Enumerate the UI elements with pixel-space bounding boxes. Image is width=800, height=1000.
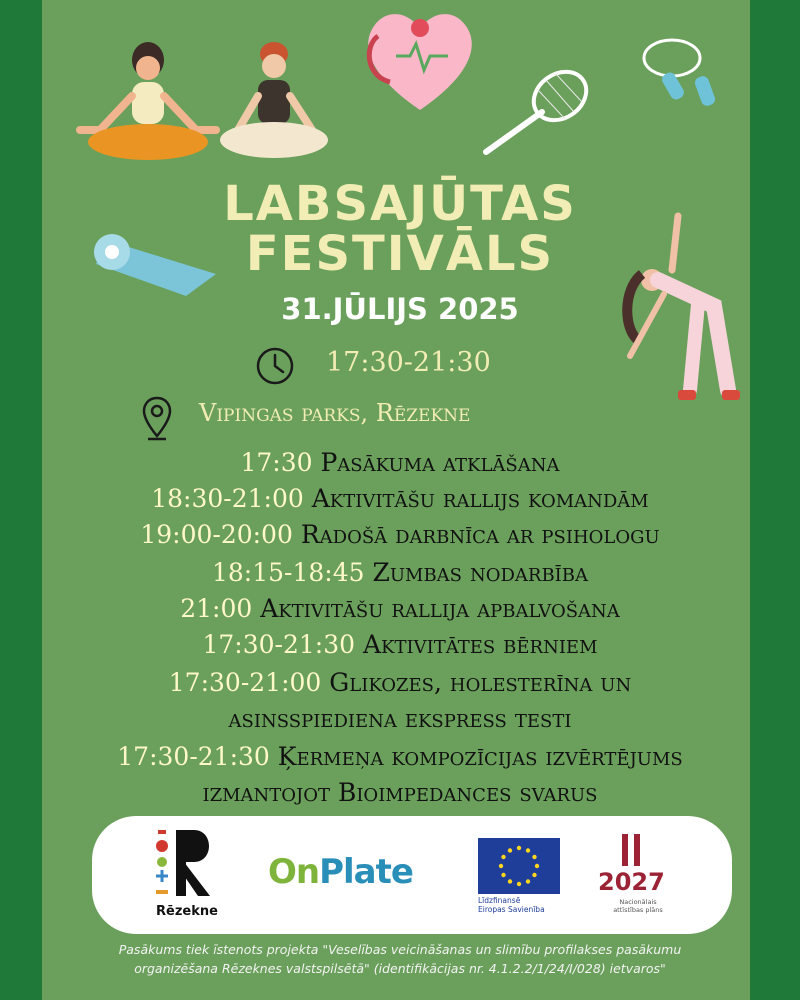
event-location: Vipingas parks, Rēzekne	[199, 399, 471, 427]
schedule-time: 18:15-18:45	[211, 558, 365, 587]
schedule-item-continuation	[0, 778, 800, 807]
schedule-item	[0, 484, 800, 513]
schedule-item	[0, 630, 800, 659]
tennis-racket-icon	[478, 58, 598, 158]
schedule-item	[0, 668, 800, 697]
schedule-item	[0, 520, 800, 549]
schedule-item	[0, 558, 800, 587]
onplate-logo: OnPlate	[268, 852, 413, 892]
festival-title-line-1: LABSAJŪTAS	[223, 176, 577, 232]
schedule-activity: izmantojot Bioimpedances svarus	[202, 778, 598, 807]
schedule-item	[0, 448, 800, 477]
event-date: 31.JŪLIJS 2025	[281, 292, 519, 326]
schedule-time: 18:30-21:00	[151, 484, 304, 513]
plan-2027-number: 2027	[598, 868, 665, 896]
clock-icon	[255, 346, 295, 386]
footnote-line-1: Pasākums tiek īstenots projekta "Veselības veicināšanas un slimību profilakses pasākumu	[118, 942, 682, 957]
schedule-activity: Glikozes, holesterīna un	[329, 668, 632, 697]
yoga-woman-2-icon	[216, 38, 334, 164]
yoga-woman-1-icon	[70, 38, 220, 168]
eu-cofunding-label: Līdzfinansē Eiropas Savienība	[478, 896, 545, 914]
heart-stethoscope-icon	[360, 6, 480, 116]
schedule-time: 21:00	[180, 594, 253, 623]
event-time: 17:30-21:30	[326, 347, 491, 378]
schedule-item	[0, 594, 800, 623]
schedule-time: 17:30	[240, 448, 313, 477]
rezekne-logo-icon	[150, 824, 220, 902]
schedule-time: 19:00-20:00	[140, 520, 293, 549]
schedule-activity: Aktivitāšu rallija apbalvošana	[260, 594, 620, 623]
schedule-item-continuation	[0, 704, 800, 733]
schedule-item	[0, 742, 800, 771]
eu-flag-icon	[478, 838, 560, 894]
project-footnote	[50, 940, 750, 978]
footnote-line-2: organizēšana Rēzeknes valstspilsētā" (identifikācijas nr. 4.1.2.2/1/24/I/028) ietvaros"	[134, 961, 666, 976]
location-pin-icon	[142, 396, 172, 442]
schedule-activity: Radošā darbnīca ar psihologu	[300, 520, 660, 549]
schedule-time: 17:30-21:00	[168, 668, 322, 697]
schedule-activity: Zumbas nodarbība	[372, 558, 589, 587]
schedule-activity: Aktivitāšu rallijs komandām	[311, 484, 649, 513]
sponsor-logos-bar	[92, 816, 732, 934]
schedule-activity: Aktivitātes bērniem	[362, 630, 598, 659]
schedule-activity: Ķermeņa kompozīcijas izvērtējums	[277, 742, 683, 771]
schedule-activity: asinsspiediena ekspress testi	[228, 704, 572, 733]
rezekne-logo-label: Rēzekne	[156, 904, 218, 919]
latvia-2027-emblem-icon	[620, 832, 650, 868]
festival-title-line-2: FESTIVĀLS	[245, 226, 555, 282]
jump-rope-icon	[636, 22, 730, 118]
national-plan-label: Nacionālais attīstības plāns	[613, 898, 663, 914]
schedule-time: 17:30-21:30	[117, 742, 270, 771]
schedule-time: 17:30-21:30	[202, 630, 356, 659]
schedule-activity: Pasākuma atklāšana	[320, 448, 560, 477]
